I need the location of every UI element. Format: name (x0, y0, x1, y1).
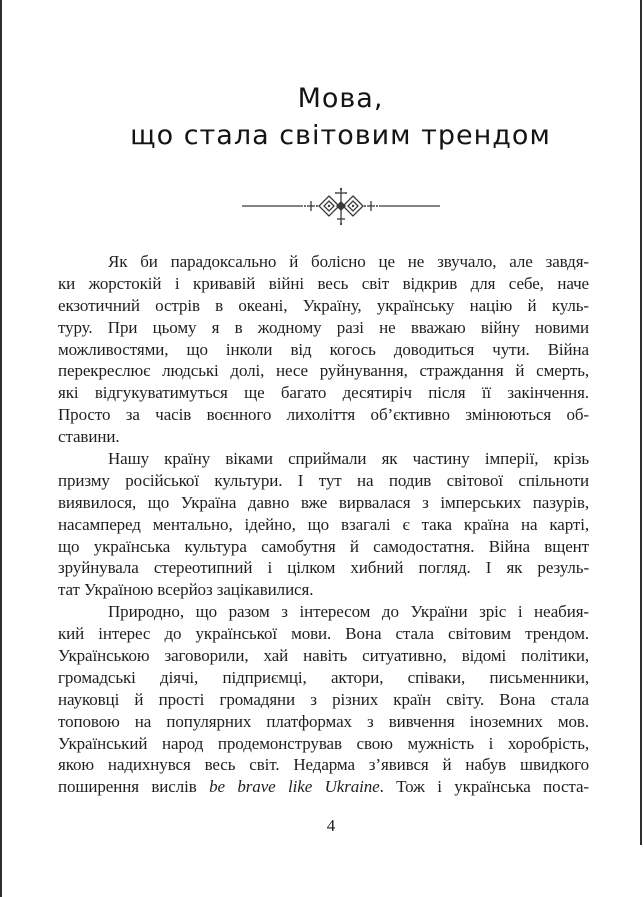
text-line: топовою на популярних платформах з вивчення іноземних мов. (58, 711, 589, 731)
text-line: Нашу країну віками сприймали як частину імперії, крізь (108, 449, 589, 469)
page-footer (0, 816, 643, 836)
text-line: призму російської культури. І тут на подив світової спільноти (58, 470, 589, 490)
chapter-body (58, 251, 589, 798)
folk-ornament-icon (241, 184, 441, 228)
text-line: перекреслює людські долі, несе руйнування, страждання й смерть, (58, 361, 589, 381)
text-line: Природно, що разом з інтересом до України зріс і неабия- (108, 602, 589, 622)
text-line: тат Україною всерйоз зацікавилися. (58, 580, 314, 600)
page-number: 4 (326, 816, 336, 835)
text-line: виявилося, що Україна давно вже вирвалася з імперських пазурів, (58, 492, 589, 512)
text-line: громадські діячі, підприємці, актори, співаки, письменники, (58, 667, 589, 687)
text-line: туру. При цьому я в жодному разі не вважаю війну новими (58, 317, 589, 337)
text-line: зруйнувала стереотипний і цілком хибний погляд. І як резуль- (58, 558, 589, 578)
text-line: насамперед ментально, ідейно, що взагалі є така країна на карті, (58, 514, 589, 534)
text-line: науковці й прості громадяни з різних країн світу. Вона стала (58, 689, 589, 709)
text-line: Просто за часів воєнного лихоліття об’єктивно змінюються об- (58, 405, 589, 425)
text-line: якою надихнувся весь світ. Недарма з’явився й набув швидкого (58, 755, 589, 775)
text-line: кий інтерес до української мови. Вона стала світовим трендом. (58, 624, 589, 644)
ornament-divider (0, 184, 643, 228)
text-line: Українською заговорили, хай навіть ситуативно, відомі політики, (58, 646, 589, 666)
text-line: можливостями, що інколи від когось доводиться чути. Війна (58, 339, 589, 359)
chapter-title (0, 80, 643, 154)
text-line: Як би парадоксально й болісно це не звучало, але завдя- (108, 252, 589, 271)
chapter-title-line-1: Мова, (297, 83, 384, 114)
text-line: що українська культура самобутня й самодостатня. Війна вщент (58, 536, 589, 556)
text-line: ки жорстокій і кривавій війні весь світ відкрив для себе, наче (58, 273, 589, 293)
text-line: ставини. (58, 427, 120, 447)
chapter-title-line-2: що стала світовим трендом (130, 120, 551, 151)
text-line: екзотичний острів в океані, Україну, українську націю й куль- (58, 295, 589, 315)
text-line: які відгукуватимуться ще багато десятиріч після її закінчення. (58, 383, 589, 403)
text-line: поширення вислів be brave like Ukraine. Тож і українська поста- (58, 777, 589, 797)
text-line: Український народ продемонстрував свою мужність і хоробрість, (58, 733, 589, 753)
